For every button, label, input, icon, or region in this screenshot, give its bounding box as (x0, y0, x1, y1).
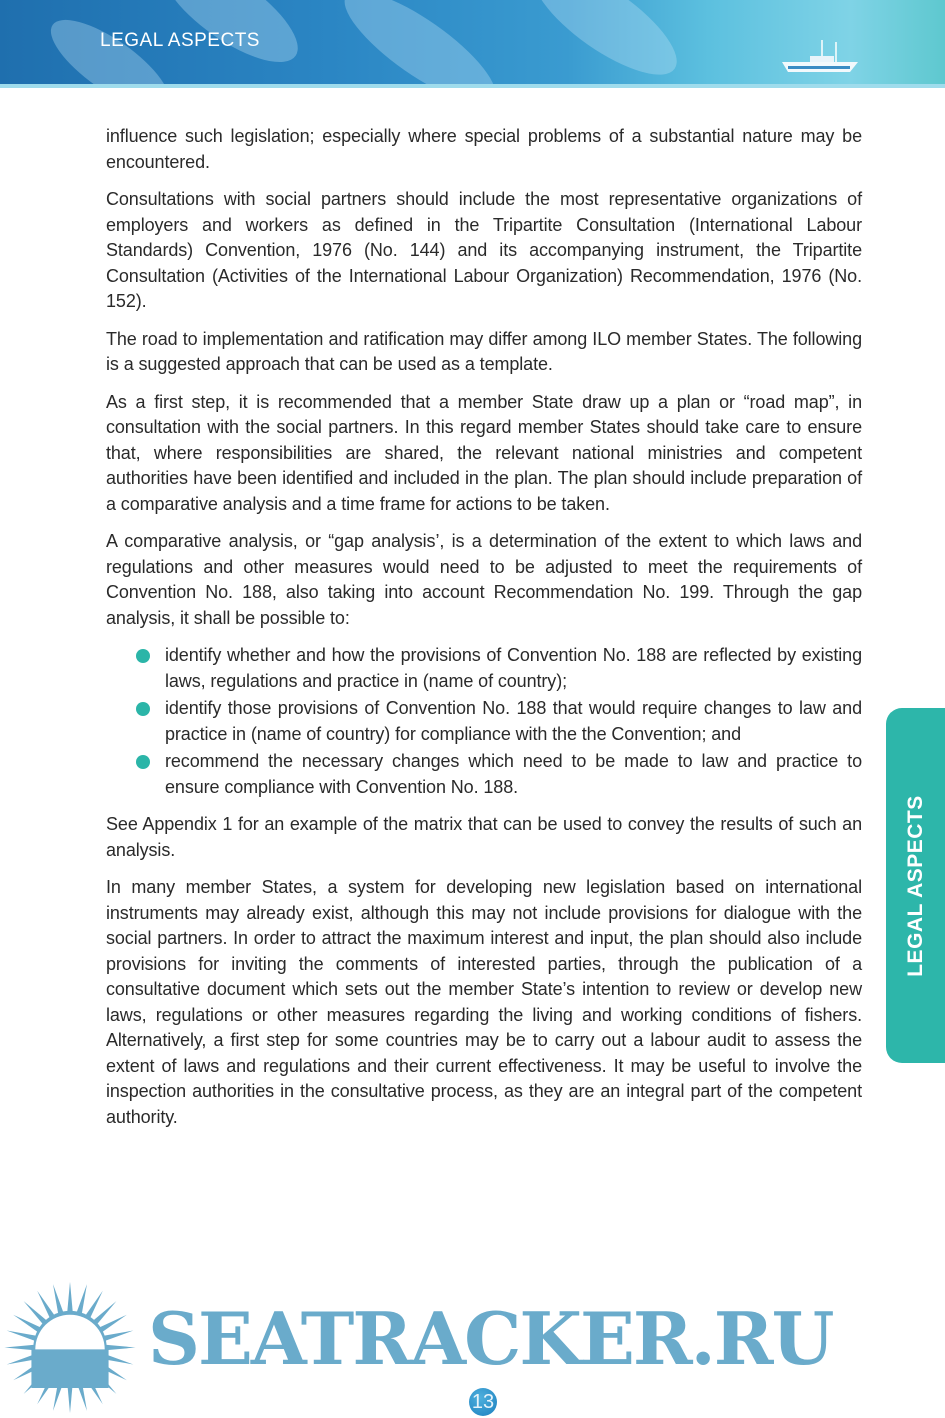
list-item (165, 643, 862, 694)
fishing-boat-icon (780, 40, 860, 76)
list-item (165, 749, 862, 800)
paragraph: A comparative analysis, or “gap analysis’, is a determination of the extent to which laws and regulations and other measures would need to be adjusted to meet the requirements of Convention No. 188, also taking into account Recommendation No. 199. Through the gap analysis, it shall be possible to: (106, 531, 862, 628)
sun-ray (101, 1331, 134, 1342)
paragraph: As a first step, it is recommended that a member State draw up a plan or “road map”, in consultation with the social partners. In this regard member States should take care to ensure that, where responsibilities are shared, the relevant national ministries and competent authorities have been identified and included in the plan. The plan should include preparation of a comparative analysis and a time frame for actions to be taken. (106, 391, 862, 514)
list-item-text: identify those provisions of Convention No. 188 that would require changes to law and practice in (name of country) for compliance with the the Convention; and (165, 698, 862, 744)
header-divider (0, 84, 945, 88)
page-number: 13 (469, 1388, 497, 1416)
bullet-icon (136, 702, 150, 716)
paragraph: See Appendix 1 for an example of the matrix that can be used to convey the results of such an analysis. (106, 814, 862, 860)
sun-ray (67, 1282, 73, 1315)
fish-decoration (331, 0, 510, 88)
list-item-text: recommend the necessary changes which need to be made to law and practice to ensure compliance with Convention No. 188. (165, 751, 862, 797)
list-item-text: identify whether and how the provisions of Convention No. 188 are reflected by existing laws, regulations and practice in (name of country); (165, 645, 862, 691)
paragraph: Consultations with social partners should include the most representative organizations of employers and workers as defined in the Tripartite Consultation (International Labour Standards) Convention, 1976 (No. 144) and its accompanying instrument, the Tripartite Consultation (Activities of the International Labour Organization) Recommendation, 1976 (No. 152). (106, 189, 862, 311)
list-item (165, 696, 862, 747)
section-title: LEGAL ASPECTS (100, 30, 260, 51)
section-side-tab (886, 708, 945, 1063)
sun-ray (76, 1284, 87, 1317)
paragraph: The road to implementation and ratification may differ among ILO member States. The following is a suggested approach that can be used as a template. (106, 328, 862, 374)
side-tab-label: LEGAL ASPECTS (903, 794, 927, 977)
bullet-icon (136, 649, 150, 663)
sun-ray (7, 1331, 40, 1342)
sun-logo-icon (0, 1280, 140, 1415)
bullet-icon (136, 755, 150, 769)
paragraph: influence such legislation; especially where special problems of a substantial nature may be encountered. (106, 126, 862, 172)
sun-ray (53, 1284, 64, 1317)
watermark-text: SEATRACKER.RU (148, 1296, 833, 1381)
fish-decoration (518, 0, 692, 88)
bullet-list (106, 643, 862, 800)
body-text (106, 124, 862, 1142)
header-banner (0, 0, 945, 88)
paragraph: In many member States, a system for developing new legislation based on international instruments may already exist, although this may not include provisions for dialogue with the social partners. In order to attract the maximum interest and input, the plan should also include provisions for inviting the comments of interested parties, through the publication of a consultative document which sets out the member State’s intention to review or develop new laws, regulations or other measures regarding the living and working conditions of fishers. Alternatively, a first step for some countries may be to carry out a labour audit to assess the extent of laws and regulations and their current effectiveness. It may be useful to involve the inspection authorities in the consultative process, as they are an integral part of the competent authority. (106, 877, 862, 1127)
